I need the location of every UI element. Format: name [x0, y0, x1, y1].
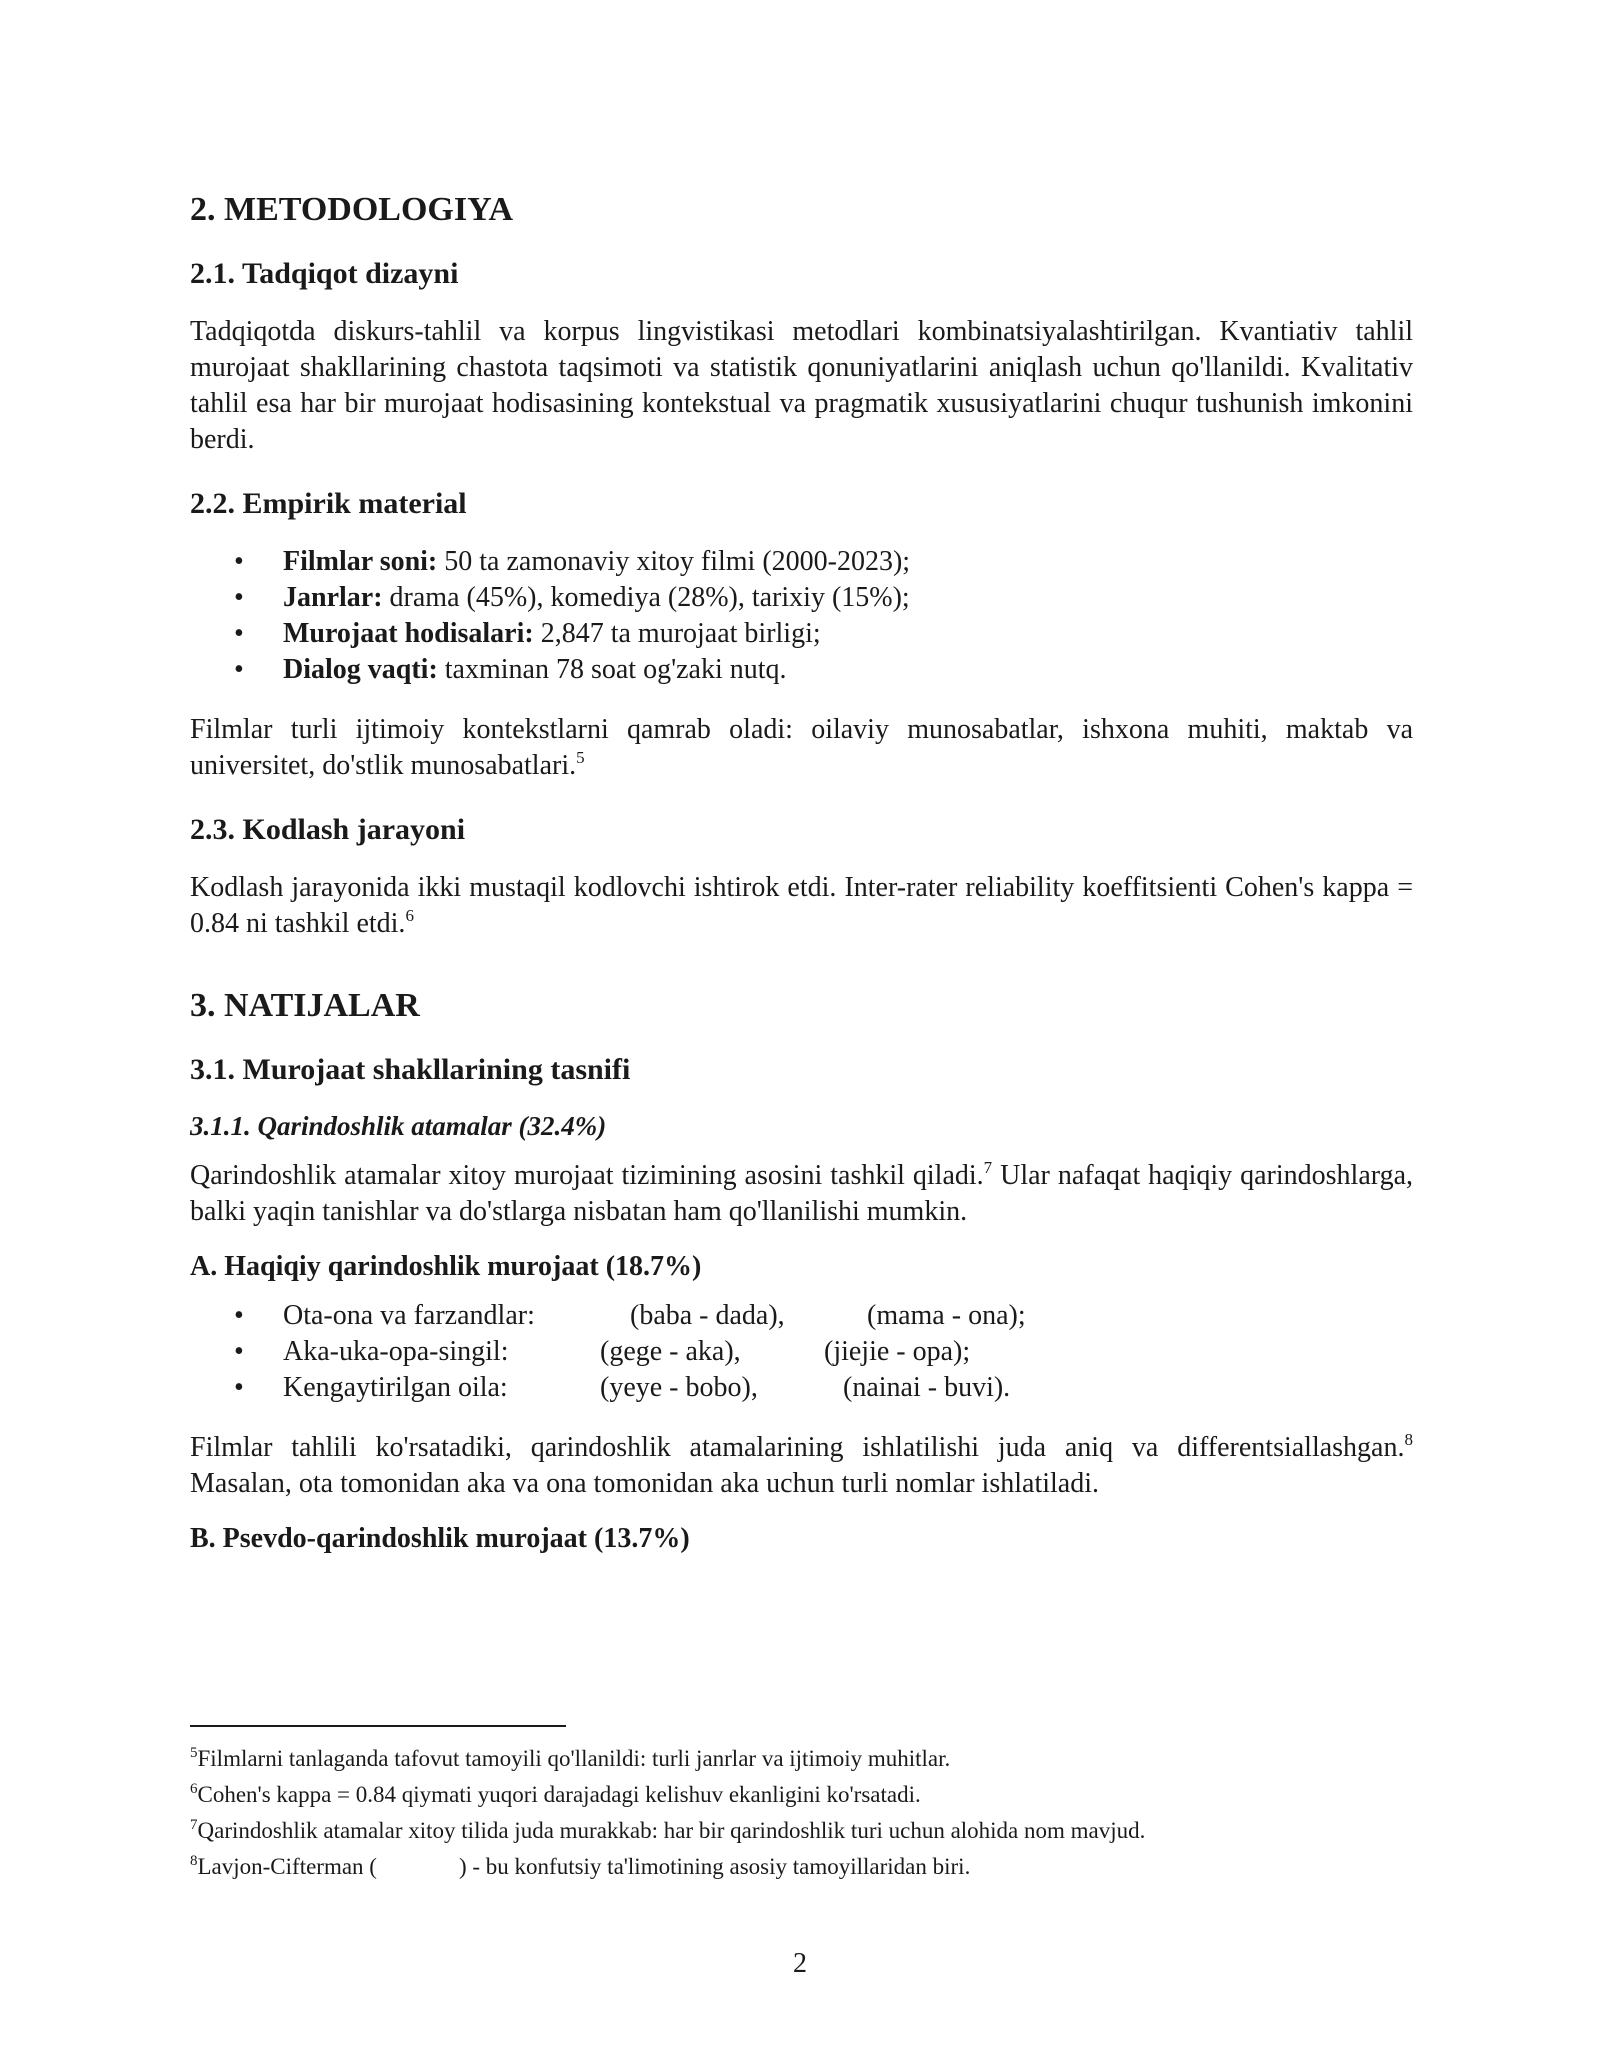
list-item	[190, 1334, 1413, 1370]
footnote-number: 6	[190, 1781, 198, 1797]
footnote-text: Filmlarni tanlaganda tafovut tamoyili qo'llanildi: turli janrlar va ijtimoiy muhitlar.	[197, 1746, 951, 1771]
bullet-icon: •	[234, 618, 244, 649]
list-item	[190, 1298, 1413, 1334]
bullet-icon: •	[234, 1372, 244, 1403]
list-item	[190, 652, 1413, 688]
footnote-text: Cohen's kappa = 0.84 qiymati yuqori darajadagi kelishuv ekanligini ko'rsatadi.	[197, 1782, 921, 1807]
list-item-text: drama (45%), komediya (28%), tarixiy (15%);	[382, 582, 910, 613]
paragraph-qarindoshlik	[190, 1158, 1413, 1230]
paragraph-text: Filmlar tahlili ko'rsatadiki, qarindoshlik atamalarining ishlatilishi juda aniq va differentsiallashgan.	[190, 1432, 1405, 1463]
footnote-8	[190, 1849, 1413, 1885]
list-item-value: (baba - dada),	[630, 1300, 785, 1331]
list-item-value: (jiejie - opa);	[824, 1336, 971, 1367]
list-item-value: (mama - ona);	[867, 1300, 1026, 1331]
paragraph-text-cont: Ular nafaqat haqiqiy qarindoshlarga, balki yaqin tanishlar va do'stlarga nisbatan ham qo'llanilishi mumkin.	[190, 1160, 1414, 1227]
subsection-heading-empirik-material: 2.2. Empirik material	[190, 487, 467, 520]
footnote-separator	[190, 1725, 566, 1727]
page-number: 2	[793, 1948, 807, 1979]
list-item-label: Murojaat hodisalari:	[283, 618, 534, 649]
subsection-heading-kodlash-jarayoni: 2.3. Kodlash jarayoni	[190, 813, 466, 846]
list-item	[190, 544, 1413, 580]
footnote-ref-8[interactable]: 8	[1404, 1430, 1413, 1449]
document-body	[190, 190, 1413, 1570]
haqiqiy-qarindoshlik-list	[190, 1298, 1413, 1406]
footnote-text-cont: ) - bu konfutsiy ta'limotining asosiy tamoyillaridan biri.	[458, 1854, 971, 1879]
list-item-text: 2,847 ta murojaat birligi;	[533, 618, 821, 649]
heading-haqiqiy-qarindoshlik: A. Haqiqiy qarindoshlik murojaat (18.7%)	[190, 1251, 702, 1282]
list-item-text: taxminan 78 soat og'zaki nutq.	[437, 654, 787, 685]
paragraph-tadqiqot-dizayni: Tadqiqotda diskurs-tahlil va korpus lingvistikasi metodlari kombinatsiyalashtirilgan. Kvantiativ tahlil murojaat shakllarining chastota taqsimoti va statistik qonuniyatlarini aniqlash uchun qo'llanildi. Kvalitativ tahlil esa har bir murojaat hodisasining kontekstual va pragmatik xususiyatlarini chuqur tushunish imkonini berdi.	[190, 316, 1413, 455]
list-item-term: Aka-uka-opa-singil:	[283, 1336, 509, 1367]
list-item-text: 50 ta zamonaviy xitoy filmi (2000-2023);	[437, 546, 911, 577]
list-item-value: (yeye - bobo),	[600, 1372, 758, 1403]
footnote-5	[190, 1741, 1413, 1777]
paragraph-text: Kodlash jarayonida ikki mustaqil kodlovchi ishtirok etdi. Inter-rater reliability koeffitsienti Cohen's kappa = 0.84 ni tashkil etdi.	[190, 872, 1413, 939]
paragraph-text: Qarindoshlik atamalar xitoy murojaat tizimining asosini tashkil qiladi.	[190, 1160, 984, 1191]
list-item-label: Filmlar soni:	[283, 546, 438, 577]
list-item-value: (gege - aka),	[600, 1336, 741, 1367]
list-item-term: Kengaytirilgan oila:	[283, 1372, 508, 1403]
section-heading-natijalar: 3. NATIJALAR	[190, 987, 420, 1024]
list-item	[190, 580, 1413, 616]
section-heading-metodologiya: 2. METODOLOGIYA	[190, 191, 514, 228]
list-item-value: (nainai - buvi).	[843, 1372, 1011, 1403]
list-item-label: Janrlar:	[283, 582, 383, 613]
footnote-text: Lavjon-Cifterman (	[197, 1854, 377, 1879]
paragraph-empirik-material	[190, 712, 1413, 784]
subsubsection-heading-qarindoshlik: 3.1.1. Qarindoshlik atamalar (32.4%)	[190, 1111, 607, 1141]
footnote-ref-6[interactable]: 6	[405, 906, 414, 925]
list-item	[190, 1370, 1413, 1406]
list-item-label: Dialog vaqti:	[283, 654, 438, 685]
footnote-6	[190, 1777, 1413, 1813]
bullet-icon: •	[234, 1336, 244, 1367]
footnote-ref-7[interactable]: 7	[983, 1158, 993, 1177]
footnote-number: 5	[190, 1745, 198, 1761]
bullet-icon: •	[234, 1300, 244, 1331]
footnote-number: 8	[190, 1853, 198, 1869]
footnote-text: Qarindoshlik atamalar xitoy tilida juda murakkab: har bir qarindoshlik turi uchun alohida nom mavjud.	[197, 1818, 1146, 1843]
list-item	[190, 616, 1413, 652]
subsection-heading-tadqiqot-dizayni: 2.1. Tadqiqot dizayni	[190, 257, 459, 290]
list-item-term: Ota-ona va farzandlar:	[283, 1300, 535, 1331]
bullet-icon: •	[234, 546, 244, 577]
footnote-7	[190, 1813, 1413, 1849]
paragraph-kodlash-jarayoni	[190, 870, 1413, 942]
paragraph-text-cont: Masalan, ota tomonidan aka va ona tomonidan aka uchun turli nomlar ishlatiladi.	[190, 1468, 1099, 1499]
subsection-heading-murojaat-tasnifi: 3.1. Murojaat shakllarining tasnifi	[190, 1053, 631, 1086]
paragraph-filmlar-tahlili	[190, 1430, 1413, 1502]
footnotes	[190, 1725, 1413, 1885]
empirik-material-list	[190, 544, 1413, 688]
footnote-ref-5[interactable]: 5	[576, 748, 585, 767]
bullet-icon: •	[234, 582, 244, 613]
bullet-icon: •	[234, 654, 244, 685]
paragraph-text: Filmlar turli ijtimoiy kontekstlarni qamrab oladi: oilaviy munosabatlar, ishxona muhiti, maktab va universitet, do'stlik munosabatlari.	[190, 714, 1413, 781]
footnote-number: 7	[190, 1817, 198, 1833]
heading-psevdo-qarindoshlik: B. Psevdo-qarindoshlik murojaat (13.7%)	[190, 1523, 690, 1554]
